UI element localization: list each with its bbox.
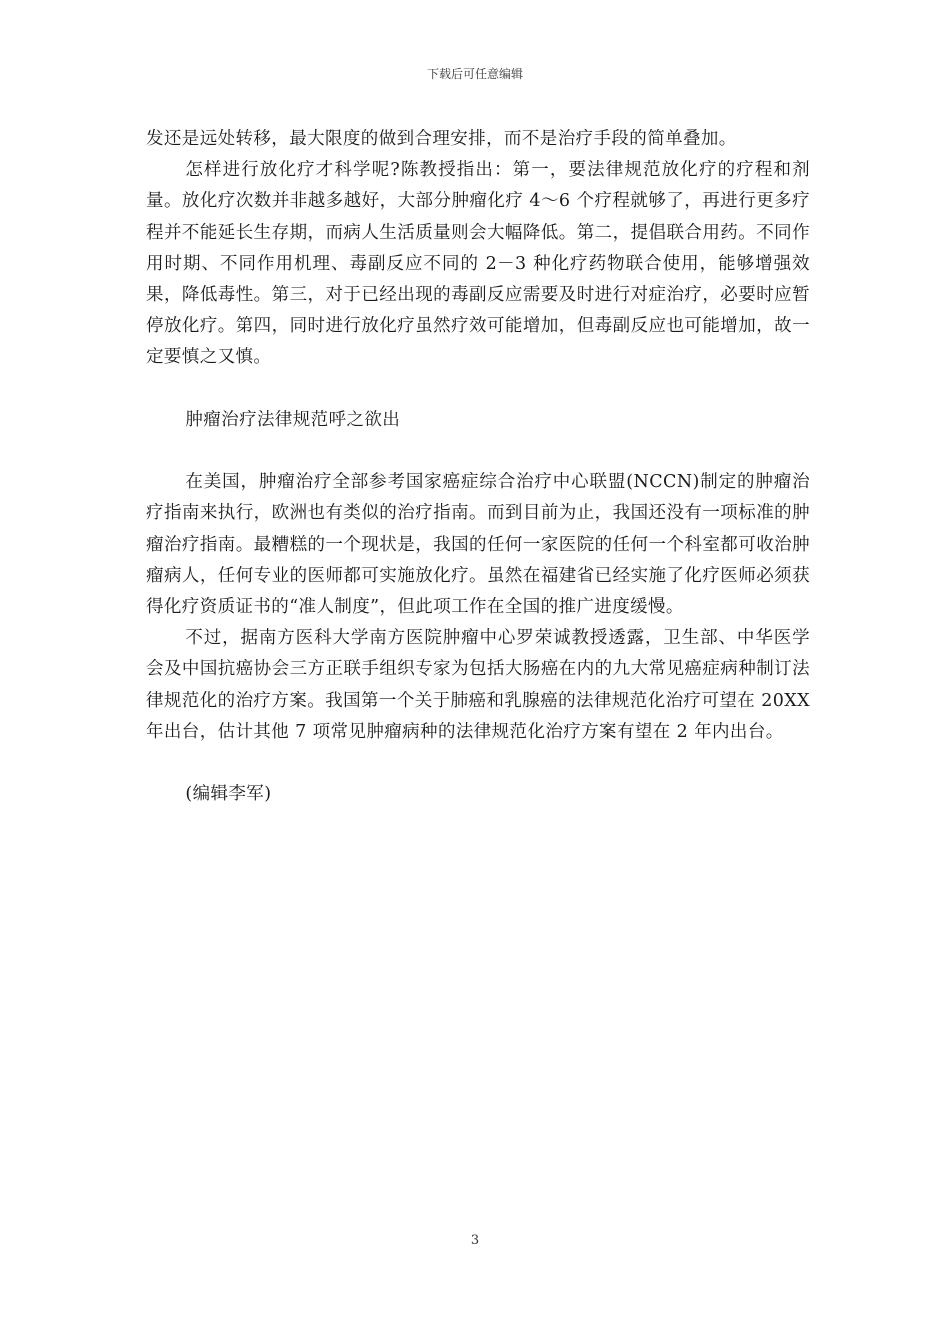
page-number: 3 bbox=[470, 1233, 480, 1248]
page-header: 下载后可任意编辑 bbox=[426, 67, 523, 81]
paragraph-us-guidelines: 在美国，肿瘤治疗全部参考国家癌症综合治疗中心联盟(NCCN)制定的肿瘤治疗指南来执行，欧洲也有类似的治疗指南。而到目前为止，我国还没有一项标准的肿瘤治疗指南。最糟糕的一个现状是，我国的任何一家医院的任何一个科室都可收治肿瘤病人，任何专业的医师都可实施放化疗。虽然在福建省已经实施了化疗医师必须获得化疗资质证书的“准人制度”，但此项工作在全国的推广进度缓慢。 bbox=[146, 472, 810, 618]
section-heading: 肿瘤治疗法律规范呼之欲出 bbox=[185, 409, 401, 430]
paragraph-continuation: 发还是远处转移，最大限度的做到合理安排，而不是治疗手段的简单叠加。 bbox=[146, 129, 737, 149]
paragraph-chemo-method: 怎样进行放化疗才科学呢?陈教授指出：第一，要法律规范放化疗的疗程和剂量。放化疗次数并非越多越好，大部分肿瘤化疗 4～6 个疗程就够了，再进行更多疗程并不能延长生存期，而病人生活质量则会大幅降低。第二，提倡联合用药。不同作用时期、不同作用机理、毒副反应不同的 2－3 种化疗药物联合使用，能够增强效果，降低毒性。第三，对于已经出现的毒副反应需要及时进行对症治疗，必要时应暂停放化疗。第四，同时进行放化疗虽然疗效可能增加，但毒副反应也可能增加，故一定要慎之又慎。 bbox=[146, 160, 810, 368]
document-body bbox=[146, 124, 810, 810]
editor-credit: (编辑李军) bbox=[185, 784, 272, 805]
paragraph-standardization: 不过，据南方医科大学南方医院肿瘤中心罗荣诚教授透露，卫生部、中华医学会及中国抗癌协会三方正联手组织专家为包括大肠癌在内的九大常见癌症病种制订法律规范化的治疗方案。我国第一个关于肺癌和乳腺癌的法律规范化治疗可望在 20XX 年出台，估计其他 7 项常见肿瘤病种的法律规范化治疗方案有望在 2 年内出台。 bbox=[146, 628, 810, 742]
